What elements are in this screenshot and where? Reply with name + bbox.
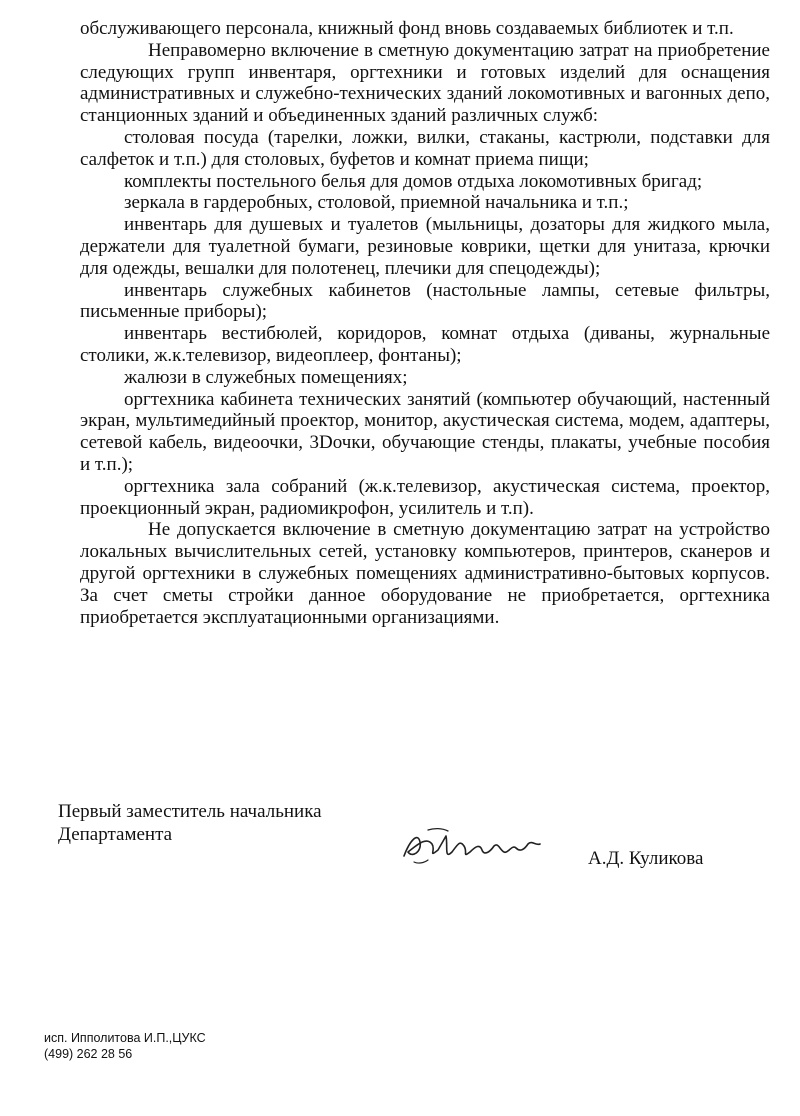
paragraph-unlawful-inclusion: Неправомерно включение в сметную документацию затрат на приобретение следующих групп инвентаря, оргтехники и готовых изделий для оснащения административных и служебно-технических зданий локомотивных и вагонных депо, станционных зданий и объединенных зданий различных служб: bbox=[80, 39, 770, 127]
signatory-title-line1: Первый заместитель начальника bbox=[58, 801, 322, 822]
paragraph-not-allowed: Не допускается включение в сметную документацию затрат на устройство локальных вычислительных сетей, установку компьютеров, принтеров, сканеров и другой оргтехники в служебных помещениях административно-бытовых корпусов. За счет сметы стройки данное оборудование не приобретается, оргтехника приобретается эксплуатационными организациями. bbox=[80, 519, 770, 628]
executor-info bbox=[44, 1030, 206, 1062]
list-item-training-equipment: оргтехника кабинета технических занятий (компьютер обучающий, настенный экран, мультимедийный проектор, монитор, акустическая система, модем, адаптеры, сетевой кабель, видеоочки, 3Dочки, обучающие стенды, плакаты, учебные пособия и т.п.); bbox=[80, 388, 770, 475]
list-item-lobby-inventory: инвентарь вестибюлей, коридоров, комнат отдыха (диваны, журнальные столики, ж.к.телевизор, видеоплеер, фонтаны); bbox=[80, 323, 770, 366]
document-body bbox=[80, 18, 770, 628]
signer-name: А.Д. Куликова bbox=[588, 848, 704, 869]
executor-phone: (499) 262 28 56 bbox=[44, 1047, 133, 1061]
list-item-bedding: комплекты постельного белья для домов отдыха локомотивных бригад; bbox=[124, 170, 703, 192]
executor-name: исп. Ипполитова И.П.,ЦУКС bbox=[44, 1031, 206, 1045]
list-item-office-inventory: инвентарь служебных кабинетов (настольные лампы, сетевые фильтры, письменные приборы); bbox=[80, 279, 770, 323]
list-item-meeting-hall-equipment: оргтехника зала собраний (ж.к.телевизор, акустическая система, проектор, проекционный экран, радиомикрофон, усилитель и т.п). bbox=[80, 475, 770, 519]
paragraph-continuation: обслуживающего персонала, книжный фонд вновь создаваемых библиотек и т.п. bbox=[80, 18, 734, 39]
list-item-blinds: жалюзи в служебных помещениях; bbox=[124, 366, 408, 388]
signatory-title-line2: Департамента bbox=[58, 824, 173, 845]
signatory-title bbox=[58, 800, 322, 846]
list-item-tableware: столовая посуда (тарелки, ложки, вилки, стаканы, кастрюли, подставки для салфеток и т.п.) для столовых, буфетов и комнат приема пищи; bbox=[80, 126, 770, 170]
list-item-mirrors: зеркала в гардеробных, столовой, приемной начальника и т.п.; bbox=[124, 192, 629, 214]
handwritten-signature bbox=[398, 822, 548, 872]
list-item-bathroom-inventory: инвентарь для душевых и туалетов (мыльницы, дозаторы для жидкого мыла, держатели для туалетной бумаги, резиновые коврики, щетки для унитаза, крючки для одежды, вешалки для полотенец, плечики для спецодежды); bbox=[80, 214, 770, 279]
